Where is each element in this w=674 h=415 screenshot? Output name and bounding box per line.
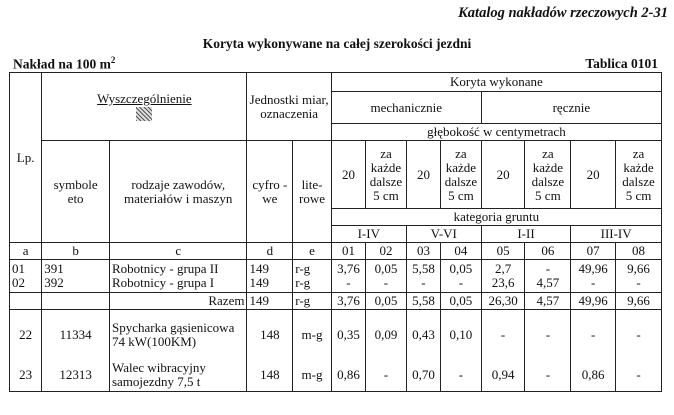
lite-header: lite- rowe <box>293 141 332 243</box>
symbol-cell: 391 <box>44 261 64 276</box>
lite-cell: r-g <box>293 293 332 310</box>
depth-20-col07: 20 <box>571 141 616 209</box>
value-cell: 49,96 <box>571 293 616 310</box>
letter-cell: 08 <box>616 243 662 260</box>
table-row <box>10 360 662 392</box>
cat-3: I-II <box>481 226 571 243</box>
letter-cell: 03 <box>406 243 440 260</box>
letter-cell: 05 <box>481 243 525 260</box>
lite-cell: r-g <box>295 275 311 290</box>
cyfro-cell: 148 <box>247 360 293 392</box>
value-cell: 3,76 <box>337 261 360 276</box>
value-cell: - <box>346 275 351 290</box>
cyfro-cell: 149 <box>249 261 269 276</box>
letter-cell: 06 <box>525 243 571 260</box>
value-cell: - <box>525 360 571 392</box>
lite-cell: m-g <box>293 360 332 392</box>
name-cell: Robotnicy - grupa I <box>111 275 215 290</box>
value-cell: - <box>616 310 662 360</box>
mech-header: mechanicznie <box>331 92 481 124</box>
cyfro-cell: 148 <box>247 310 293 360</box>
value-cell: 0,94 <box>481 360 525 392</box>
kategoria-header: kategoria gruntu <box>331 209 661 226</box>
units-header: Jednostki miar, oznaczenia <box>247 73 331 141</box>
cat-4: III-IV <box>571 226 662 243</box>
value-cell: - <box>481 310 525 360</box>
letter-cell: 01 <box>331 243 365 260</box>
lp-cell: 23 <box>10 360 42 392</box>
value-cell: 23,6 <box>491 275 515 290</box>
lp-cell: 01 <box>12 261 25 276</box>
depth-20-col05: 20 <box>481 141 525 209</box>
value-cell: 4,57 <box>536 275 560 290</box>
table-row <box>10 310 662 360</box>
razem-row <box>10 293 662 310</box>
lp-cell: 22 <box>10 310 42 360</box>
each-5cm-col04: za każde dalsze 5 cm <box>441 141 482 209</box>
table-title: Koryta wykonywane na całej szerokości jezdni <box>202 36 472 51</box>
spec-header: Wyszczególnienie <box>42 73 247 141</box>
lp-header: Lp. <box>10 73 42 243</box>
value-cell: - <box>591 275 596 290</box>
value-cell: 5,58 <box>412 261 435 276</box>
cat-2: V-VI <box>406 226 481 243</box>
name-cell: Robotnicy - grupa II <box>111 261 219 276</box>
value-cell: - <box>545 261 551 276</box>
symbol-header: symbole eto <box>42 141 110 243</box>
value-cell: - <box>366 360 407 392</box>
value-cell: 0,05 <box>441 293 482 310</box>
value-cell: - <box>571 310 616 360</box>
value-cell: 26,30 <box>481 293 525 310</box>
value-cell: - <box>421 275 426 290</box>
norms-table <box>9 72 662 392</box>
letter-cell: 07 <box>571 243 616 260</box>
letter-cell: 04 <box>441 243 482 260</box>
value-cell: 0,05 <box>449 261 473 276</box>
scan-artifact-icon <box>136 107 152 121</box>
value-cell: 0,09 <box>366 310 407 360</box>
koryta-header: Koryta wykonane <box>331 73 661 92</box>
depth-20-col03: 20 <box>406 141 440 209</box>
unit-label: Nakład na 100 $m^2$ <box>13 55 116 72</box>
table-row <box>10 260 662 293</box>
name-cell: Walec wibracyjny samojezdny 7,5 t <box>109 360 246 392</box>
letter-cell: b <box>42 243 110 260</box>
value-cell: 4,57 <box>525 293 571 310</box>
value-cell: - <box>383 275 389 290</box>
cyfro-cell: 149 <box>247 293 293 310</box>
value-cell: 49,96 <box>578 261 608 276</box>
value-cell: 0,70 <box>406 360 440 392</box>
value-cell: 3,76 <box>331 293 365 310</box>
lite-cell: m-g <box>293 310 332 360</box>
reczne-header: ręcznie <box>481 92 661 124</box>
depth-header: głębokość w centymetrach <box>331 124 661 141</box>
value-cell: 0,86 <box>571 360 616 392</box>
value-cell: - <box>636 275 641 290</box>
value-cell: 0,05 <box>366 293 407 310</box>
value-cell: - <box>616 360 662 392</box>
letter-cell: c <box>109 243 246 260</box>
each-5cm-col06: za każde dalsze 5 cm <box>525 141 571 209</box>
each-5cm-col08: za każde dalsze 5 cm <box>616 141 662 209</box>
depth-20-col01: 20 <box>331 141 365 209</box>
value-cell: 9,66 <box>616 293 662 310</box>
column-letters-row <box>10 243 662 260</box>
symbol-cell: 12313 <box>42 360 110 392</box>
value-cell: 5,58 <box>406 293 440 310</box>
value-cell: - <box>441 360 482 392</box>
letter-cell: d <box>247 243 293 260</box>
lp-cell: 02 <box>12 275 25 290</box>
value-cell: 0,10 <box>441 310 482 360</box>
value-cell: 0,05 <box>374 261 398 276</box>
letter-cell: e <box>293 243 332 260</box>
rodzaje-header: rodzaje zawodów, materiałów i maszyn <box>109 141 246 243</box>
name-cell: Spycharka gąsienicowa 74 kW(100KM) <box>109 310 246 360</box>
table-number: Tablica 0101 <box>585 56 658 71</box>
letter-cell: a <box>10 243 42 260</box>
value-cell: 9,66 <box>627 261 650 276</box>
symbol-cell: 392 <box>44 275 64 290</box>
cyfro-header: cyfro - we <box>247 141 293 243</box>
value-cell: 2,7 <box>494 261 512 276</box>
each-5cm-col02: za każde dalsze 5 cm <box>366 141 407 209</box>
symbol-cell: 11334 <box>42 310 110 360</box>
razem-label: Razem <box>109 293 246 310</box>
lite-cell: r-g <box>295 261 311 276</box>
cyfro-cell: 149 <box>249 275 269 290</box>
value-cell: 0,35 <box>331 310 365 360</box>
cat-1: I-IV <box>331 226 406 243</box>
value-cell: - <box>525 310 571 360</box>
value-cell: 0,86 <box>331 360 365 392</box>
letter-cell: 02 <box>366 243 407 260</box>
value-cell: 0,43 <box>406 310 440 360</box>
catalog-header: Katalog nakładów rzeczowych 2-31 <box>458 5 668 21</box>
value-cell: - <box>458 275 464 290</box>
